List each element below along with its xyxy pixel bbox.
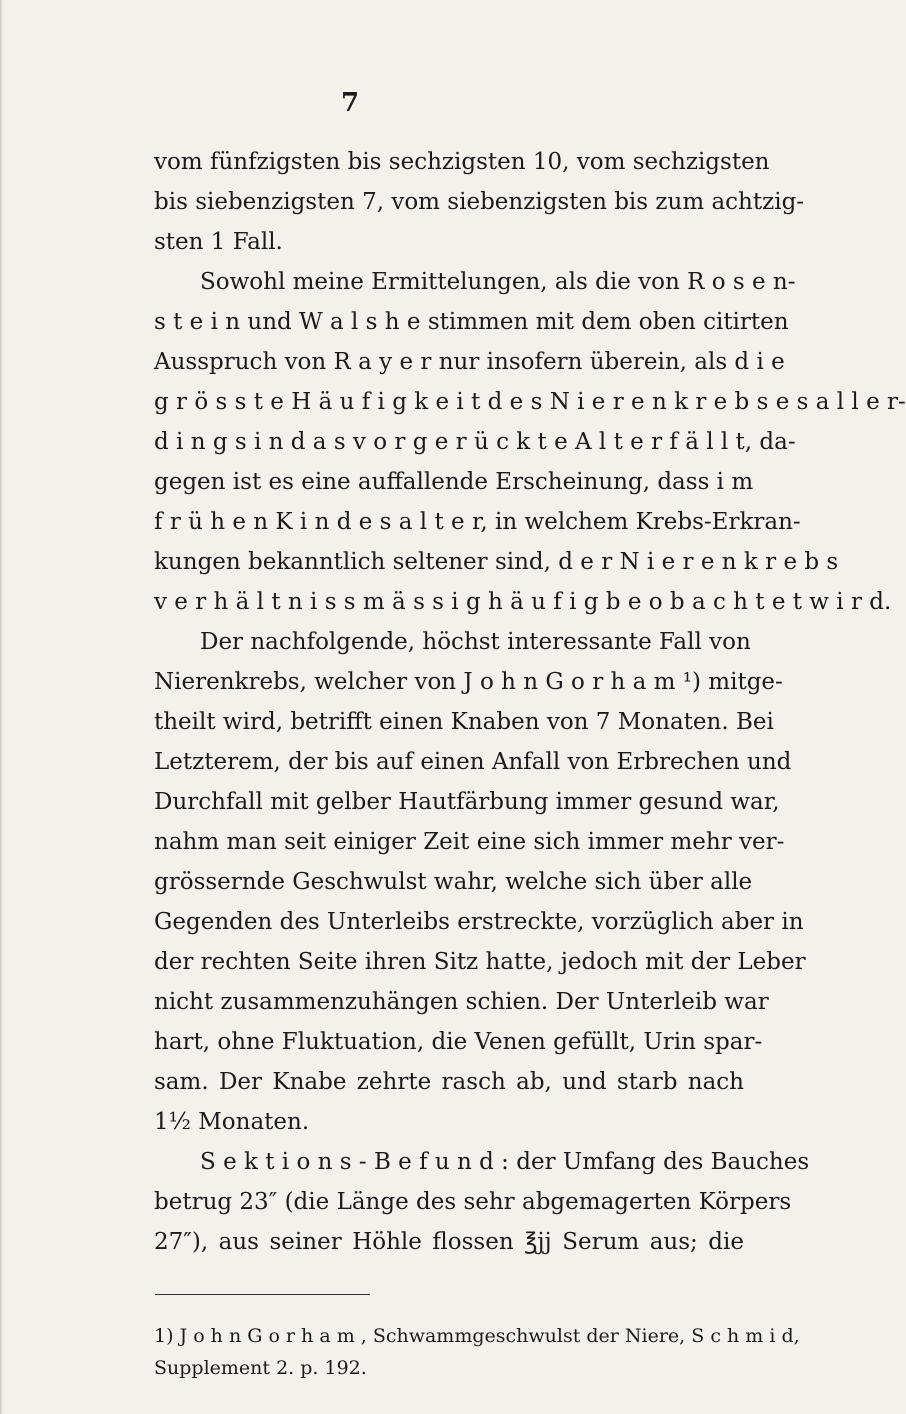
footnote-divider — [155, 1294, 370, 1295]
text-line: Nierenkrebs, welcher von J o h n G o r h a m ¹) mitge- — [154, 669, 783, 695]
text-line: bis siebenzigsten 7, vom siebenzigsten bis zum achtzig- — [154, 189, 805, 215]
text-line: 27″), aus seiner Höhle flossen ℥jj Serum aus; die — [154, 1229, 744, 1255]
text-line: grössernde Geschwulst wahr, welche sich über alle — [154, 869, 753, 895]
text-line: gegen ist es eine auffallende Erscheinung, dass i m — [154, 469, 754, 495]
text-line: hart, ohne Fluktuation, die Venen gefüllt, Urin spar- — [154, 1029, 763, 1055]
text-line: nicht zusammenzuhängen schien. Der Unterleib war — [154, 989, 769, 1015]
text-line: vom fünfzigsten bis sechzigsten 10, vom sechzigsten — [154, 149, 770, 175]
text-line: kungen bekanntlich seltener sind, d e r N i e r e n k r e b s — [154, 549, 839, 575]
text-line: Ausspruch von R a y e r nur insofern überein, als d i e — [154, 349, 785, 375]
text-line: g r ö s s t e H ä u f i g k e i t d e s N i e r e n k r e b s e s a l l e r- — [154, 389, 906, 415]
text-line: Sowohl meine Ermittelungen, als die von R o s e n- — [200, 269, 796, 295]
footnote-line: Supplement 2. p. 192. — [154, 1357, 367, 1379]
text-line: Letzterem, der bis auf einen Anfall von Erbrechen und — [154, 749, 792, 775]
text-line: s t e i n und W a l s h e stimmen mit dem oben citirten — [154, 309, 789, 335]
text-line: der rechten Seite ihren Sitz hatte, jedoch mit der Leber — [154, 949, 806, 975]
text-line: f r ü h e n K i n d e s a l t e r, in welchem Krebs-Erkran- — [154, 509, 801, 535]
text-line: Der nachfolgende, höchst interessante Fall von — [200, 629, 751, 655]
text-line: v e r h ä l t n i s s m ä s s i g h ä u f i g b e o b a c h t e t w i r d. — [154, 589, 892, 615]
footnote-line: 1) J o h n G o r h a m , Schwammgeschwulst der Niere, S c h m i d, — [154, 1325, 800, 1347]
text-line: Gegenden des Unterleibs erstreckte, vorzüglich aber in — [154, 909, 804, 935]
text-line: d i n g s i n d a s v o r g e r ü c k t e A l t e r f ä l l t, da- — [154, 429, 796, 455]
page-number: 7 — [340, 88, 360, 118]
binding-edge — [0, 0, 3, 1414]
text-line: sten 1 Fall. — [154, 229, 283, 255]
text-line: nahm man seit einiger Zeit eine sich immer mehr ver- — [154, 829, 785, 855]
text-line: theilt wird, betrifft einen Knaben von 7 Monaten. Bei — [154, 709, 774, 735]
text-line: S e k t i o n s - B e f u n d : der Umfang des Bauches — [200, 1149, 810, 1175]
text-line: betrug 23″ (die Länge des sehr abgemagerten Körpers — [154, 1189, 792, 1215]
text-line: Durchfall mit gelber Hautfärbung immer gesund war, — [154, 789, 780, 815]
text-line: sam. Der Knabe zehrte rasch ab, und starb nach — [154, 1069, 744, 1095]
text-line: 1½ Monaten. — [154, 1109, 310, 1135]
